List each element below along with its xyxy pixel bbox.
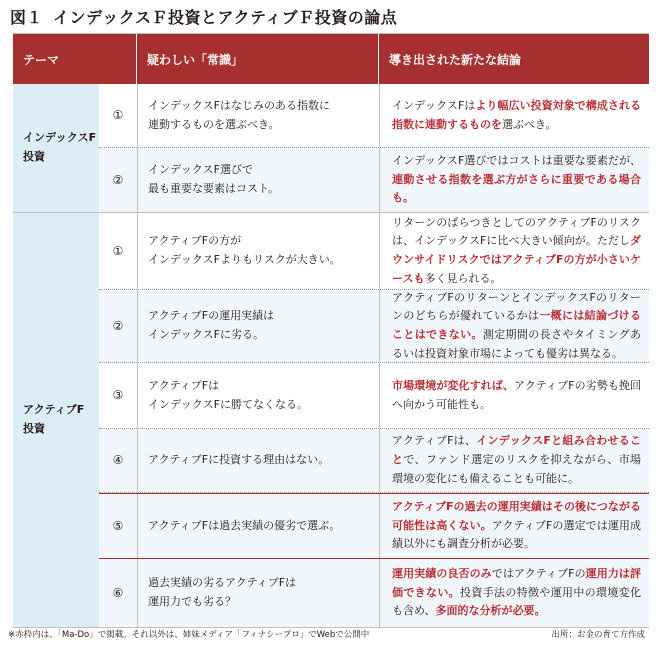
row-number: ② bbox=[112, 318, 124, 333]
conclusion-text bbox=[392, 289, 641, 364]
group-rows bbox=[99, 213, 649, 628]
conclusion-segment: リターンのばらつきとしてのアクティブFのリスクは、インデックスFに比べ大きい傾向が。ただし bbox=[392, 215, 641, 248]
common-belief-line: インデックスFに勝てなくなる。 bbox=[148, 397, 308, 411]
common-belief-line: インデックスFはなじみのある指数に bbox=[148, 98, 330, 112]
common-belief-line: 最も重要な要素はコスト。 bbox=[148, 182, 280, 195]
table-row bbox=[99, 148, 649, 213]
theme-group bbox=[13, 213, 649, 628]
conclusion-cell bbox=[379, 290, 649, 362]
conclusion-segment: インデックスFは bbox=[392, 98, 476, 112]
group-rows bbox=[99, 84, 649, 213]
conclusion-text bbox=[392, 97, 641, 134]
theme-label-line: インデックスF bbox=[23, 131, 97, 145]
conclusion-segment: 多く見られる。 bbox=[424, 271, 502, 285]
conclusion-cell bbox=[379, 363, 649, 428]
highlight-text: 連動させる指数を選ぶ方がさらに重要である場合も。 bbox=[392, 172, 641, 205]
common-belief-text bbox=[148, 161, 279, 198]
conclusion-cell bbox=[379, 213, 649, 289]
common-belief-text bbox=[148, 574, 296, 611]
common-belief-cell bbox=[137, 429, 379, 492]
highlight-text: 一概には結論づけることはできない。 bbox=[392, 309, 642, 341]
table-row bbox=[99, 559, 649, 628]
table-row bbox=[99, 84, 649, 148]
conclusion-segment: ではアクティブFの bbox=[491, 566, 586, 580]
common-belief-line: アクティブFは bbox=[148, 378, 220, 392]
common-belief-text bbox=[148, 451, 329, 470]
conclusion-segment: で、ファンド選定のリスクを抑えながら、市場環境の変化にも備えることも可能に。 bbox=[392, 453, 642, 485]
conclusion-cell bbox=[379, 559, 649, 627]
conclusion-cell bbox=[379, 84, 649, 147]
theme-label bbox=[23, 129, 96, 166]
common-belief-cell bbox=[137, 290, 379, 362]
footer-note: ※赤枠内は、「Ma-Do」で掲載。それ以外は、姉妹メディア「フィナシープロ」でWebで公開中 bbox=[8, 630, 370, 640]
table-row bbox=[99, 493, 649, 559]
common-belief-line: アクティブFに投資する理由はない。 bbox=[148, 453, 330, 467]
conclusion-text bbox=[392, 432, 641, 488]
theme-label bbox=[23, 401, 84, 438]
footer bbox=[8, 628, 645, 640]
conclusion-text bbox=[392, 214, 641, 289]
row-number: ⑤ bbox=[112, 518, 124, 533]
table-body bbox=[13, 84, 649, 628]
common-belief-cell bbox=[137, 148, 379, 212]
figure-title-text: インデックスＦ投資とアクティブＦ投資の論点 bbox=[53, 8, 398, 27]
row-number: ③ bbox=[112, 388, 124, 403]
row-number: ④ bbox=[112, 453, 124, 468]
conclusion-segment: 測定期間の長さやタイミングあるいは投資対象市場によっても優劣は異なる。 bbox=[392, 328, 642, 360]
conclusion-text bbox=[392, 565, 641, 621]
highlight-text: インデックスFと組み合わせること bbox=[392, 434, 641, 467]
table-row bbox=[99, 213, 649, 290]
common-belief-line: アクティブFの運用実績は bbox=[148, 309, 275, 323]
theme-cell bbox=[13, 213, 99, 628]
conclusion-segment: アクティブFの選定では運用成績以外にも調査分析が必要。 bbox=[392, 518, 642, 551]
figure-title bbox=[10, 5, 397, 28]
highlight-text: より幅広い投資対象で構成される指数に連動するものを bbox=[392, 98, 642, 131]
common-belief-line: 過去実績の劣るアクティブFは bbox=[148, 576, 297, 590]
conclusion-cell bbox=[379, 148, 649, 212]
common-belief-text bbox=[148, 97, 330, 134]
footer-source: 出所：お金の育て方作成 bbox=[551, 630, 645, 640]
theme-cell bbox=[13, 84, 99, 213]
theme-label-line: 投資 bbox=[23, 422, 45, 435]
row-number: ① bbox=[112, 243, 124, 258]
header-conclusion: 導き出された新たな結論 bbox=[389, 52, 522, 67]
table-row bbox=[99, 363, 649, 429]
common-belief-line: アクティブFは過去実績の優劣で選ぶ。 bbox=[148, 518, 341, 532]
common-belief-text bbox=[148, 232, 341, 269]
common-belief-cell bbox=[137, 84, 379, 147]
common-belief-cell bbox=[137, 213, 379, 289]
conclusion-segment: インデックスF選びではコストは重要な要素だが、 bbox=[392, 153, 641, 167]
highlight-text: 市場環境が変化すれば、 bbox=[392, 378, 514, 392]
common-belief-text bbox=[148, 517, 340, 536]
conclusion-text bbox=[392, 152, 641, 208]
common-belief-line: インデックスF選びで bbox=[148, 163, 253, 177]
row-number: ① bbox=[112, 108, 124, 123]
header-theme: テーマ bbox=[13, 34, 137, 84]
common-belief-text bbox=[148, 307, 274, 344]
conclusion-segment: アクティブFのリターンとインデックスFのリターンのどちらが優れているかは bbox=[392, 290, 641, 323]
comparison-table bbox=[13, 33, 649, 628]
common-belief-line: アクティブFの方が bbox=[148, 234, 242, 248]
highlight-text: ダウンサイドリスクではアクティブFの方が小さいケースも bbox=[392, 234, 641, 285]
common-belief-text bbox=[148, 377, 308, 414]
conclusion-segment: アクティブFの劣勢も挽回へ向かう可能性も。 bbox=[392, 378, 641, 411]
common-belief-line: インデックスFに劣る。 bbox=[148, 328, 264, 341]
header-common: 疑わしい「常識」 bbox=[137, 34, 379, 84]
highlight-text: 運用力は評価できない。 bbox=[392, 566, 642, 599]
highlight-text: 多面的な分析が必要。 bbox=[435, 604, 546, 618]
conclusion-text bbox=[392, 498, 641, 554]
common-belief-cell bbox=[137, 559, 379, 627]
highlight-text: 運用実績の良否のみ bbox=[392, 566, 492, 580]
common-belief-line: 運用力でも劣る？ bbox=[148, 595, 236, 608]
table-row bbox=[99, 429, 649, 493]
common-belief-cell bbox=[137, 494, 379, 558]
table-header bbox=[13, 34, 649, 84]
common-belief-cell bbox=[137, 363, 379, 428]
conclusion-segment: アクティブFは、 bbox=[392, 434, 477, 448]
conclusion-cell bbox=[379, 429, 649, 492]
common-belief-line: インデックスFよりもリスクが大きい。 bbox=[148, 253, 341, 266]
row-number: ⑥ bbox=[112, 585, 124, 600]
theme-label-line: アクティブF bbox=[23, 403, 85, 417]
highlight-text: アクティブFの過去の運用実績はその後につながる可能性は高くない。 bbox=[392, 499, 641, 532]
row-number: ② bbox=[112, 172, 124, 187]
theme-label-line: 投資 bbox=[23, 150, 45, 163]
conclusion-text bbox=[392, 377, 641, 414]
theme-group bbox=[13, 84, 649, 213]
table-row bbox=[99, 290, 649, 363]
figure-number: 図１ bbox=[10, 8, 44, 27]
common-belief-line: 連動するものを選ぶべき。 bbox=[148, 117, 280, 131]
conclusion-cell bbox=[379, 494, 649, 558]
conclusion-segment: 投資手法の特徴や運用中の環境変化も含め、 bbox=[392, 585, 641, 618]
conclusion-segment: 選ぶべき。 bbox=[502, 117, 557, 131]
